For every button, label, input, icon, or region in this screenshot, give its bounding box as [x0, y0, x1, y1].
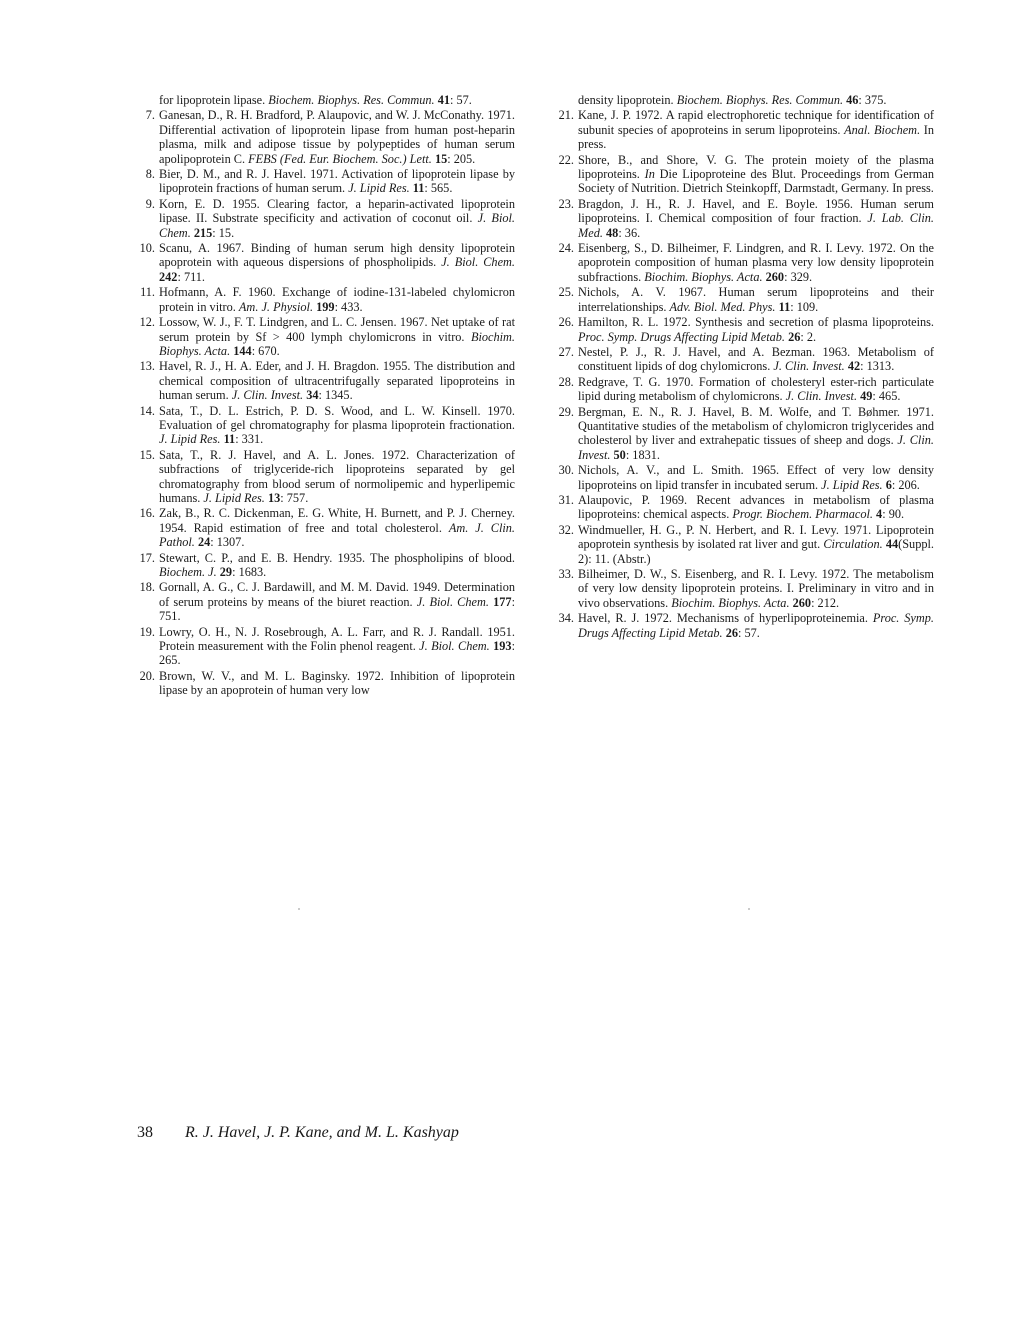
- reference-text: : 1683.: [232, 565, 267, 579]
- reference-text: : 36.: [618, 225, 641, 240]
- volume-number: 34: [306, 388, 319, 403]
- journal-title: J. Lipid Res.: [821, 477, 883, 492]
- reference-number: 27.: [558, 344, 574, 359]
- reference-text: : 757.: [280, 490, 309, 505]
- reference-text: Zak, B., R. C. Dickenman, E. G. White, H. Burnett, and P. J. Cherney. 1954. Rapid estimation of free and total cholesterol.: [159, 506, 515, 535]
- reference-text: Havel, R. J., H. A. Eder, and J. H. Bragdon. 1955. The distribution and chemical composition of ultracentrifugally separated lipoproteins in human serum.: [159, 359, 515, 403]
- reference-text: Korn, E. D. 1955. Clearing factor, a heparin-activated lipoprotein lipase. II. Substrate specificity and activation of coconut oil.: [159, 196, 515, 226]
- reference-text: Lossow, W. J., F. T. Lindgren, and L. C. Jensen. 1967. Net uptake of rat serum protein by Sf > 400 lymph chylomicrons in vitro.: [159, 315, 515, 344]
- volume-number: 11: [778, 299, 791, 314]
- reference-text: : 2.: [800, 329, 817, 344]
- reference-number: 32.: [558, 522, 574, 537]
- reference-number: 7.: [145, 108, 155, 123]
- reference-entry: [558, 405, 934, 463]
- reference-number: 9.: [145, 196, 155, 211]
- journal-title: Biochim. Biophys. Acta.: [644, 269, 763, 284]
- reference-entry: [139, 580, 515, 623]
- reference-text: : 751.: [159, 594, 515, 624]
- reference-text: : 375.: [858, 93, 887, 107]
- reference-text: Die Lipoproteine des Blut. Proceedings from German Society of Nutrition. Dietrich Steinkopff, Darmstadt, Germany. In press.: [578, 167, 934, 196]
- volume-number: 4: [876, 507, 883, 522]
- reference-text: Alaupovic, P. 1969. Recent advances in metabolism of plasma lipoproteins: chemical aspects.: [578, 492, 934, 522]
- volume-number: 29: [219, 565, 233, 579]
- journal-title: Anal. Biochem.: [844, 122, 921, 137]
- reference-number: 15.: [139, 447, 155, 462]
- reference-entry: [558, 153, 934, 196]
- volume-number: 44: [885, 537, 899, 552]
- reference-number: 11.: [140, 285, 155, 300]
- reference-entry: [139, 506, 515, 549]
- reference-text: Brown, W. V., and M. L. Baginsky. 1972. Inhibition of lipoprotein lipase by an apoprotein of human very low: [159, 668, 515, 698]
- reference-text: : 465.: [872, 389, 901, 404]
- reference-entry: [139, 625, 515, 668]
- volume-number: 144: [233, 343, 252, 358]
- reference-text: : 1345.: [318, 388, 353, 403]
- reference-text: : 57.: [737, 625, 760, 640]
- reference-number: 18.: [139, 580, 155, 595]
- journal-title: FEBS (Fed. Eur. Biochem. Soc.) Lett.: [248, 151, 432, 166]
- volume-number: 199: [316, 299, 335, 314]
- reference-number: 17.: [139, 550, 155, 565]
- reference-entry: [139, 669, 515, 698]
- volume-number: 13: [267, 490, 281, 505]
- reference-entry: [558, 345, 934, 374]
- volume-number: 260: [765, 269, 785, 284]
- reference-number: 29.: [558, 404, 574, 419]
- reference-text: : 670.: [251, 343, 280, 358]
- journal-title: J. Clin. Invest.: [773, 359, 845, 374]
- reference-entry: [558, 241, 934, 284]
- reference-number: 13.: [139, 359, 155, 374]
- volume-number: 11: [412, 181, 425, 196]
- journal-title: Am. J. Clin. Pathol.: [159, 520, 515, 550]
- reference-entry: [139, 241, 515, 284]
- journal-title: Biochim. Biophys. Acta.: [671, 595, 790, 610]
- journal-title: J. Clin. Invest.: [785, 389, 858, 404]
- reference-text: : 265.: [159, 639, 515, 668]
- reference-entry: [558, 108, 934, 151]
- volume-number: 177: [493, 594, 512, 609]
- reference-text: : 331.: [235, 432, 264, 447]
- journal-title: J. Lab. Clin. Med.: [578, 211, 934, 240]
- reference-text: Nichols, A. V. 1967. Human serum lipoproteins and their interrelationships.: [578, 285, 934, 314]
- page-number: 38: [137, 1124, 153, 1141]
- reference-entry: [558, 611, 934, 640]
- reference-entry: [139, 167, 515, 196]
- volume-number: 11: [223, 432, 236, 447]
- reference-entry: [558, 523, 934, 566]
- reference-text: Hamilton, R. L. 1972. Synthesis and secretion of plasma lipoproteins.: [578, 315, 934, 330]
- reference-number: 19.: [139, 624, 155, 639]
- volume-number: 215: [193, 225, 213, 240]
- reference-text: : 15.: [212, 225, 235, 240]
- reference-text: : 1307.: [210, 535, 245, 550]
- reference-number: 24.: [558, 241, 574, 256]
- reference-entry: [558, 197, 934, 240]
- reference-text: Ganesan, D., R. H. Bradford, P. Alaupovic, and W. J. McConathy. 1971. Differential activation of lipoprotein lipase from human post-heparin plasma, milk and adipose tissue by polypeptides of human serum apolipoprotein C.: [159, 108, 515, 166]
- reference-text: Scanu, A. 1967. Binding of human serum high density lipoprotein apoprotein with aqueous dispersions of phospholipids.: [159, 241, 515, 270]
- reference-entry: [139, 108, 515, 166]
- reference-text: Bier, D. M., and R. J. Havel. 1971. Activation of lipoprotein lipase by lipoprotein fractions of human serum.: [159, 167, 515, 196]
- volume-number: 26: [725, 625, 738, 640]
- journal-title: J. Biol. Chem.: [441, 255, 515, 270]
- reference-text: : 329.: [784, 269, 813, 284]
- reference-number: 22.: [558, 152, 574, 167]
- journal-title: Adv. Biol. Med. Phys.: [669, 299, 776, 314]
- journal-title: J. Clin. Invest.: [578, 433, 934, 462]
- journal-title: Biochem. Biophys. Res. Commun.: [268, 93, 435, 107]
- reference-text: : 711.: [177, 269, 206, 284]
- reference-number: 20.: [139, 668, 155, 683]
- references-right-column: [558, 93, 934, 641]
- reference-text: for lipoprotein lipase.: [159, 93, 269, 107]
- reference-entry: [558, 375, 934, 404]
- reference-entry-continued: [139, 93, 515, 107]
- volume-number: 193: [493, 639, 512, 654]
- volume-number: 46: [846, 93, 859, 107]
- reference-text: Stewart, C. P., and E. B. Hendry. 1935. The phospholipins of blood.: [159, 550, 515, 565]
- reference-number: 10.: [139, 241, 155, 256]
- reference-text: Windmueller, H. G., P. N. Herbert, and R. I. Levy. 1971. Lipoprotein apoprotein synthesis by isolated rat liver and gut.: [578, 522, 934, 552]
- reference-entry-continued: [558, 93, 934, 107]
- reference-entry: [139, 315, 515, 358]
- journal-title: Am. J. Physiol.: [238, 299, 314, 314]
- journal-title: Biochem. Biophys. Res. Commun.: [676, 93, 844, 107]
- volume-number: 50: [613, 447, 626, 462]
- reference-text: Bragdon, J. H., R. J. Havel, and E. Boyle. 1956. Human serum lipoproteins. I. Chemical composition of four fraction.: [578, 196, 934, 226]
- reference-text: Hofmann, A. F. 1960. Exchange of iodine-131-labeled chylomicron protein in vitro.: [159, 285, 515, 314]
- journal-title: J. Biol. Chem.: [416, 594, 489, 609]
- reference-text: In press.: [578, 122, 935, 152]
- reference-text: : 57.: [449, 93, 472, 107]
- reference-text: Redgrave, T. G. 1970. Formation of cholesteryl ester-rich particulate lipid during metabolism of chylomicrons.: [578, 374, 934, 404]
- journal-title: J. Lipid Res.: [203, 490, 265, 505]
- reference-text: : 212.: [811, 595, 840, 610]
- journal-title: J. Lipid Res.: [159, 432, 221, 447]
- reference-number: 21.: [558, 108, 574, 123]
- reference-text: Kane, J. P. 1972. A rapid electrophoretic technique for identification of subunit species of apoproteins in serum lipoproteins.: [578, 108, 934, 137]
- journal-title: Circulation.: [823, 537, 883, 552]
- reference-text: : 206.: [891, 477, 920, 492]
- journal-title: Proc. Symp. Drugs Affecting Lipid Metab.: [578, 611, 934, 640]
- running-authors: R. J. Havel, J. P. Kane, and M. L. Kashyap: [185, 1124, 459, 1141]
- reference-entry: [139, 359, 515, 402]
- reference-text: Eisenberg, S., D. Bilheimer, F. Lindgren, and R. I. Levy. 1972. On the apoprotein composition of human plasma very low density lipoprotein subfractions.: [578, 241, 934, 284]
- reference-text: : 1831.: [625, 447, 660, 462]
- reference-entry: [139, 448, 515, 506]
- reference-text: : 90.: [882, 507, 905, 522]
- volume-number: 48: [606, 225, 619, 240]
- reference-text: : 565.: [424, 181, 453, 196]
- reference-entry: [558, 315, 934, 344]
- reference-entry: [139, 551, 515, 580]
- reference-number: 26.: [558, 315, 574, 330]
- reference-number: 30.: [558, 463, 574, 478]
- volume-number: 41: [437, 93, 450, 107]
- volume-number: 242: [159, 269, 178, 284]
- page-footer: [137, 1124, 459, 1142]
- journal-title: Progr. Biochem. Pharmacol.: [732, 507, 873, 522]
- reference-text: : 433.: [334, 299, 363, 314]
- reference-entry: [139, 404, 515, 447]
- reference-number: 8.: [145, 167, 155, 182]
- reference-text: Shore, B., and Shore, V. G. The protein moiety of the plasma lipoproteins.: [578, 152, 934, 182]
- scan-speck: [748, 908, 750, 910]
- reference-text: Sata, T., R. J. Havel, and A. L. Jones. 1972. Characterization of subfractions of triglyceride-rich lipoproteins separated by gel chromatography from blood serum of normolipemic and hyperlipemic humans.: [159, 447, 515, 505]
- reference-text: density lipoprotein.: [578, 93, 677, 107]
- journal-title: In: [644, 167, 655, 182]
- journal-title: Biochim. Biophys. Acta.: [159, 329, 515, 358]
- volume-number: 260: [792, 595, 812, 610]
- reference-number: 33.: [558, 567, 574, 581]
- references-left-column: [139, 93, 515, 699]
- volume-number: 26: [788, 329, 801, 344]
- volume-number: 42: [847, 359, 861, 374]
- reference-entry: [558, 493, 934, 522]
- reference-entry: [558, 463, 934, 492]
- reference-number: 25.: [558, 285, 574, 300]
- reference-entry: [139, 285, 515, 314]
- journal-title: J. Biol. Chem.: [159, 211, 515, 240]
- volume-number: 49: [860, 389, 873, 404]
- reference-text: Nestel, P. J., R. J. Havel, and A. Bezman. 1963. Metabolism of constituent lipids of dog chylomicrons.: [578, 344, 934, 374]
- reference-text: : 109.: [790, 299, 819, 314]
- volume-number: 15: [434, 151, 448, 166]
- volume-number: 6: [885, 477, 892, 492]
- reference-number: 34.: [558, 611, 574, 626]
- scan-speck: [298, 908, 300, 910]
- reference-entry: [558, 567, 934, 610]
- reference-text: Bilheimer, D. W., S. Eisenberg, and R. I. Levy. 1972. The metabolism of very low density lipoprotein proteins. I. Preliminary in vitro and in vivo observations.: [578, 567, 934, 610]
- journal-title: Biochem. J.: [159, 565, 217, 579]
- journal-title: Proc. Symp. Drugs Affecting Lipid Metab.: [578, 329, 785, 344]
- volume-number: 24: [197, 535, 211, 550]
- reference-text: Nichols, A. V., and L. Smith. 1965. Effect of very low density lipoproteins on lipid transfer in incubated serum.: [578, 463, 934, 492]
- reference-text: : 1313.: [860, 359, 895, 374]
- reference-text: Sata, T., D. L. Estrich, P. D. S. Wood, and L. W. Kinsell. 1970. Evaluation of gel chromatography for plasma lipoprotein fractionation.: [159, 403, 515, 432]
- journal-title: J. Clin. Invest.: [231, 388, 304, 403]
- reference-text: Lowry, O. H., N. J. Rosebrough, A. L. Farr, and R. J. Randall. 1951. Protein measurement with the Folin phenol reagent.: [159, 624, 515, 654]
- journal-title: J. Biol. Chem.: [419, 639, 490, 654]
- reference-number: 16.: [139, 506, 155, 521]
- reference-number: 14.: [139, 403, 155, 418]
- reference-number: 12.: [139, 315, 155, 330]
- reference-number: 23.: [558, 196, 574, 211]
- reference-entry: [139, 197, 515, 240]
- reference-number: 31.: [558, 492, 574, 507]
- journal-title: J. Lipid Res.: [348, 181, 410, 196]
- reference-text: (Suppl. 2): 11. (Abstr.): [578, 537, 934, 566]
- reference-text: Gornall, A. G., C. J. Bardawill, and M. M. David. 1949. Determination of serum proteins by means of the biuret reaction.: [159, 580, 515, 609]
- reference-text: Bergman, E. N., R. J. Havel, B. M. Wolfe, and T. Bøhmer. 1971. Quantitative studies of the metabolism of chylomicron triglycerides and cholesterol by liver and extrahepatic tissues of sheep and dogs.: [578, 404, 934, 448]
- reference-entry: [558, 285, 934, 314]
- reference-text: Havel, R. J. 1972. Mechanisms of hyperlipoproteinemia.: [578, 611, 873, 626]
- reference-text: : 205.: [447, 151, 476, 166]
- reference-number: 28.: [558, 374, 574, 389]
